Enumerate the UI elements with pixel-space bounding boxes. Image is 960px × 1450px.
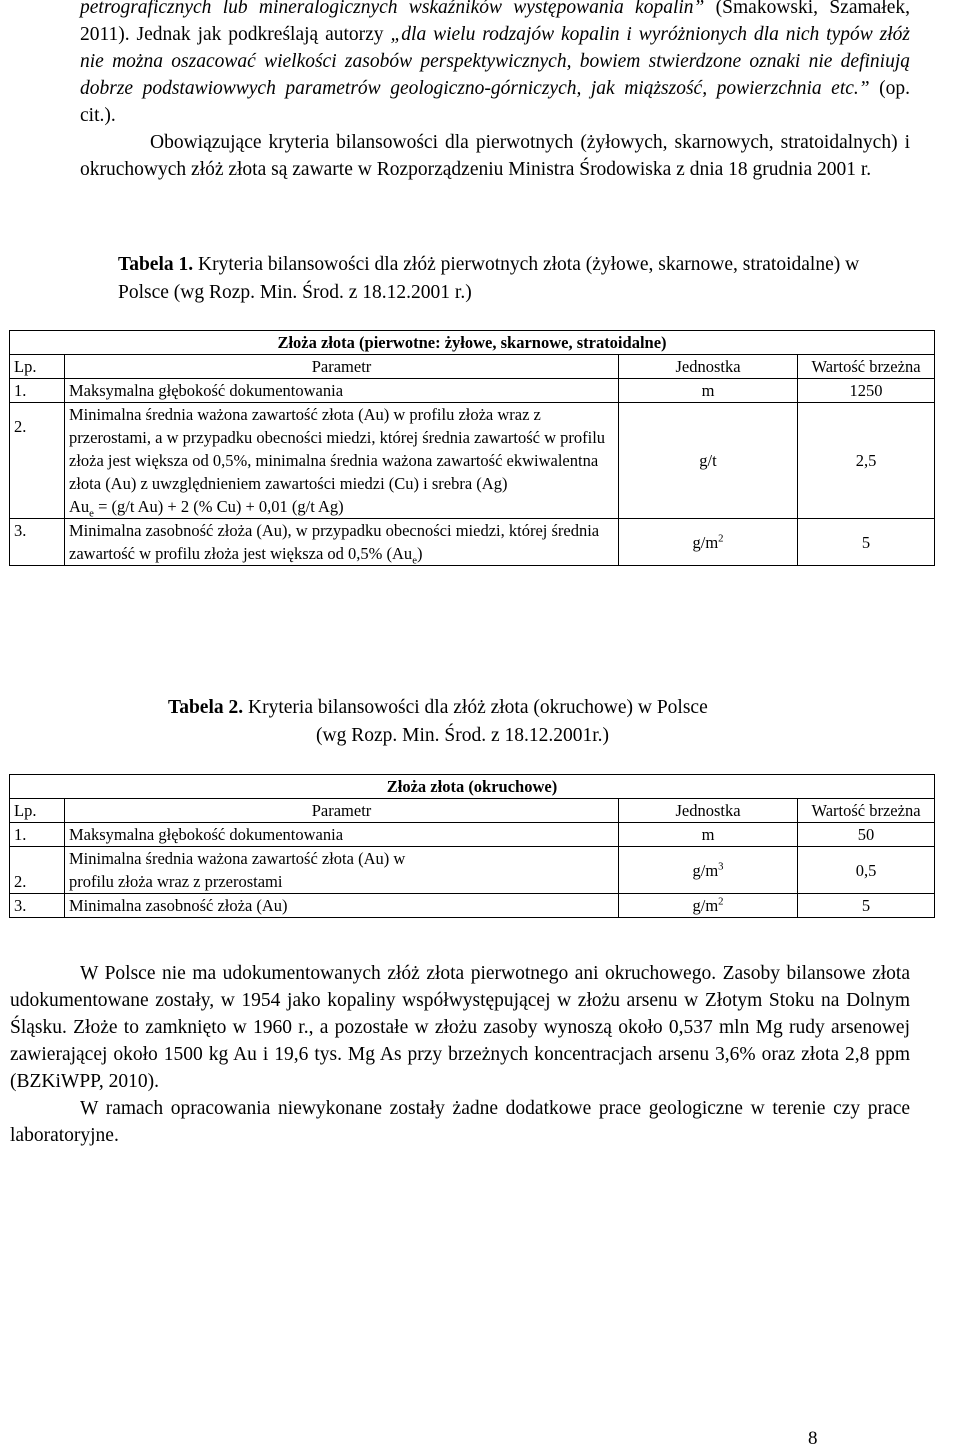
table1-caption-label: Tabela 1. [118,254,194,275]
table2-row2-lp: 2. [10,847,65,894]
table2-row2-param: Minimalna średnia ważona zawartość złota (Au) w profilu złoża wraz z przerostami [65,847,619,894]
formula-au: Au [69,497,90,516]
table1-caption [118,251,898,307]
table2-caption [168,694,868,750]
table1-header-param: Parametr [65,355,619,379]
intro-citation: (Smakowski, Szamałek, 2011). Jednak jak podkreślają autorzy [80,0,910,45]
table1-row2-value: 2,5 [798,403,935,519]
table2-row3-unit-cell [619,894,798,918]
table2-header-param: Parametr [65,799,619,823]
table1-row3-param: Minimalna zasobność złoża (Au), w przypadku obecności miedzi, której średnia zawartość w profilu złoża jest większa od 0,5% (Au [69,521,600,563]
table1-row2-param: Minimalna średnia ważona zawartość złota (Au) w profilu złoża wraz z przerostami, a w przypadku obecności miedzi, której średnia zawartość w profilu złoża jest większa od 0,5%, minimalna średnia ważona zawartość ekwiwalentna złota (Au) z uwzględnieniem zawartości miedzi (Cu) i srebra (Ag) [69,405,606,493]
table2-row3-unit: g/m [692,896,719,915]
table1-row3-param-sub: e [412,554,417,567]
table2-row2-value: 0,5 [798,847,935,894]
table1-title: Złoża złota (pierwotne: żyłowe, skarnowe, stratoidalne) [10,331,935,355]
table2-header-unit: Jednostka [619,799,798,823]
table1-row3-unit: g/m [692,532,719,552]
table2-row1-value: 50 [798,823,935,847]
table1-header-value: Wartość brzeżna [798,355,935,379]
table2 [9,774,935,918]
table2-row1-param: Maksymalna głębokość dokumentowania [65,823,619,847]
intro-line1: petrograficznych lub mineralogicznych wskaźników występowania kopalin” [80,0,705,18]
table1-row3-param-end: ) [416,544,423,563]
table2-title: Złoża złota (okruchowe) [10,775,935,799]
table2-caption-label: Tabela 2. [168,697,244,718]
closing-section [10,960,910,1149]
table2-row2-unit-sup: 3 [718,860,724,872]
table1-row3-param-cell [65,519,619,566]
page-number: 8 [808,1428,818,1449]
table2-caption-line2: (wg Rozp. Min. Środ. z 18.12.2001r.) [316,725,610,746]
table1-row2-param-cell [65,403,619,519]
table2-caption-text: Kryteria bilansowości dla złóż złota (okruchowe) w Polsce [243,697,708,718]
table1-row2-formula [69,497,344,520]
table1-row1-value: 1250 [798,379,935,403]
intro-paragraph [80,0,910,183]
table1-header-lp: Lp. [10,355,65,379]
table1-row1-param: Maksymalna głębokość dokumentowania [65,379,619,403]
table2-row3-param: Minimalna zasobność złoża (Au) [65,894,619,918]
formula-sub: e [89,507,94,520]
table-row [10,403,935,519]
closing-paragraph-2: W ramach opracowania niewykonane zostały żadne dodatkowe prace geologiczne w terenie czy prace laboratoryjne. [10,1098,910,1146]
table2-row2-unit: g/m [692,860,719,880]
table1-header-unit: Jednostka [619,355,798,379]
table1-row1-unit: m [619,379,798,403]
table1-row3-unit-cell [619,519,798,566]
table1 [9,330,935,566]
formula-rest: = (g/t Au) + 2 (% Cu) + 0,01 (g/t Ag) [93,497,344,516]
table-row [10,519,935,566]
table2-header-value: Wartość brzeżna [798,799,935,823]
table2-row3-value: 5 [798,894,935,918]
intro-quote-end: (op. cit.). [80,78,910,126]
table1-row3-unit-sup: 2 [718,532,724,544]
table2-header-lp: Lp. [10,799,65,823]
table1-row3-lp: 3. [10,519,65,566]
criteria-paragraph: Obowiązujące kryteria bilansowości dla pierwotnych (żyłowych, skarnowych, stratoidalnych) i okruchowych złóż złota są zawarte w Rozporządzeniu Ministra Środowiska z dnia 18 grudnia 2001 r. [80,132,910,180]
table-row [10,823,935,847]
table2-row3-lp: 3. [10,894,65,918]
table-row [10,847,935,894]
table2-row2-unit-cell [619,847,798,894]
table2-row1-unit: m [619,823,798,847]
table-row [10,894,935,918]
table1-row1-lp: 1. [10,379,65,403]
table1-row2-lp: 2. [10,403,65,519]
closing-paragraph-1: W Polsce nie ma udokumentowanych złóż złota pierwotnego ani okruchowego. Zasoby bilansowe złota udokumentowane zostały, w 1954 jako kopaliny współwystępującej w złożu arsenu w Złotym Stoku na Dolnym Śląsku. Złoże to zamknięto w 1960 r., a pozostałe w złożu zasoby wynoszą około 0,537 mln Mg rudy arsenowej zawierającej około 1500 kg Au i 19,6 tys. Mg As przy brzeżnych koncentracjach arsenu 3,6% oraz złota 2,8 ppm (BZKiWPP, 2010). [10,963,910,1092]
table2-row3-unit-sup: 2 [718,895,724,908]
table1-row2-unit: g/t [619,403,798,519]
table1-row3-value: 5 [798,519,935,566]
table2-row1-lp: 1. [10,823,65,847]
intro-quote: „dla wielu rodzajów kopalin i wyróżnionych dla nich typów złóż nie można oszacować wielkości zasobów perspektywicznych, bowiem stwierdzone oznaki nie definiują dobrze podstawiowwych parametrów geologiczno-górniczych, jak miąższość, powierzchnia etc.” [80,24,910,99]
table-row [10,379,935,403]
table1-caption-text: Kryteria bilansowości dla złóż pierwotnych złota (żyłowe, skarnowe, stratoidalne) w Polsce (wg Rozp. Min. Środ. z 18.12.2001 r.) [118,254,860,303]
